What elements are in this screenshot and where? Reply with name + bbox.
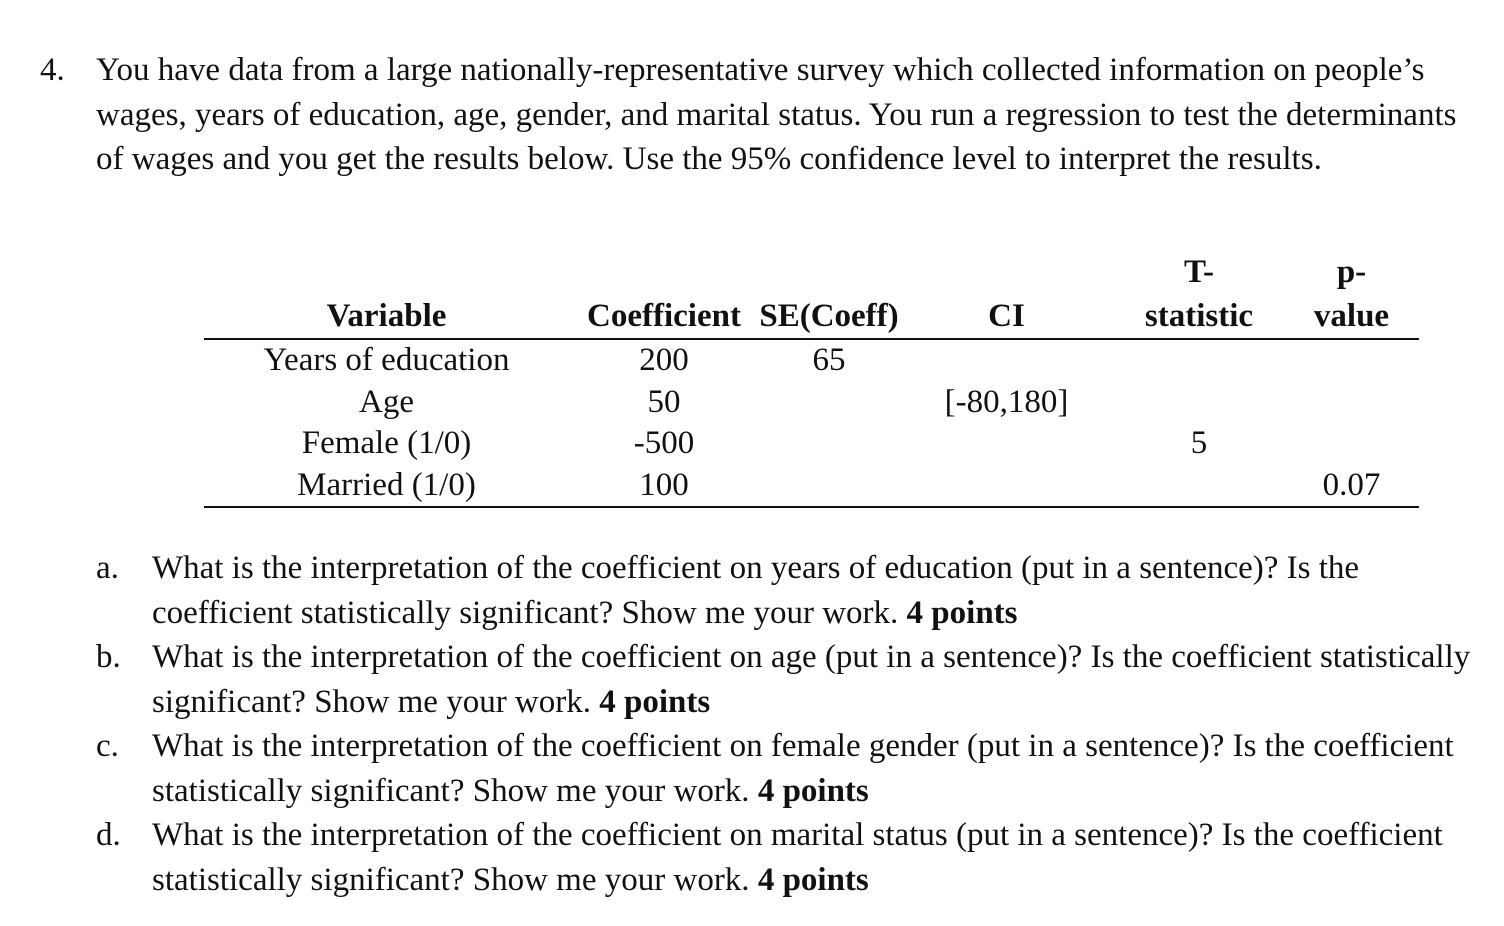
part-c: [96, 724, 1476, 813]
header-p-line2: value: [1313, 298, 1390, 334]
cell-coefficient: 50: [647, 383, 681, 420]
header-t-line1: T-: [1184, 254, 1214, 290]
part-d: [96, 813, 1476, 902]
header-variable: Variable: [204, 250, 569, 339]
cell-se: [759, 465, 899, 508]
cell-se: [759, 423, 899, 465]
part-points: 4 points: [757, 772, 869, 809]
question-4: [40, 48, 1470, 182]
part-text: What is the interpretation of the coefficient on years of education (put in a sentence)? Is the coefficient statistically significant? Show me your work.: [152, 550, 1360, 631]
part-points: 4 points: [906, 594, 1018, 631]
question-parts: [96, 546, 1476, 902]
cell-p: [1284, 339, 1419, 382]
part-letter: b.: [96, 639, 121, 675]
cell-ci: [899, 423, 1114, 465]
cell-variable: Female (1/0): [301, 425, 472, 461]
cell-p: [1284, 382, 1419, 424]
cell-se: [759, 382, 899, 424]
cell-variable: Married (1/0): [204, 465, 569, 508]
cell-t: [1114, 465, 1284, 508]
cell-variable: Age: [359, 383, 414, 420]
question-text: You have data from a large nationally-representative survey which collected information on people’s wages, years of education, age, gender, and marital status. You run a regression to test the determinants of wages and you get the results below. Use the 95% confidence level to interpret the results.: [96, 52, 1457, 177]
cell-coefficient: 100: [569, 465, 759, 508]
cell-t: 5: [1190, 425, 1208, 461]
table-row: [204, 465, 1419, 508]
cell-p: [1284, 423, 1419, 465]
cell-ci: [899, 339, 1114, 382]
header-se: SE(Coeff): [759, 250, 899, 339]
part-text: What is the interpretation of the coefficient on age (put in a sentence)? Is the coefficient statistically significant? Show me your work.: [152, 639, 1471, 720]
question-number: 4.: [40, 52, 65, 88]
cell-se: 65: [812, 342, 846, 378]
table-row: [204, 382, 1419, 424]
part-text: What is the interpretation of the coefficient on marital status (put in a sentence)? Is the coefficient statistically significant? Show me your work.: [152, 817, 1443, 898]
header-p-line1: p-: [1336, 254, 1367, 290]
regression-results-table: [204, 250, 1419, 508]
part-points: 4 points: [599, 683, 711, 720]
header-coefficient: Coefficient: [569, 250, 759, 339]
part-a: [96, 546, 1476, 635]
table-row: [204, 339, 1419, 382]
part-b: [96, 635, 1476, 724]
cell-coefficient: 200: [639, 342, 689, 378]
cell-ci: [899, 465, 1114, 508]
cell-coefficient: -500: [633, 425, 695, 461]
part-letter: d.: [96, 817, 121, 853]
header-t-line2: statistic: [1144, 298, 1254, 334]
part-letter: a.: [96, 550, 119, 586]
cell-p: 0.07: [1284, 465, 1419, 508]
header-p-value: [1284, 250, 1419, 339]
table-row: [204, 423, 1419, 465]
cell-variable: Years of education: [263, 342, 510, 378]
header-t-statistic: [1114, 250, 1284, 339]
part-points: 4 points: [757, 861, 869, 898]
cell-t: [1114, 339, 1284, 382]
cell-ci: [-80,180]: [944, 383, 1069, 420]
cell-t: [1114, 382, 1284, 424]
header-ci: CI: [899, 250, 1114, 339]
table-header-row: [204, 250, 1419, 339]
part-text: What is the interpretation of the coefficient on female gender (put in a sentence)? Is the coefficient statistically significant? Show me your work.: [152, 728, 1454, 809]
part-letter: c.: [96, 728, 119, 764]
